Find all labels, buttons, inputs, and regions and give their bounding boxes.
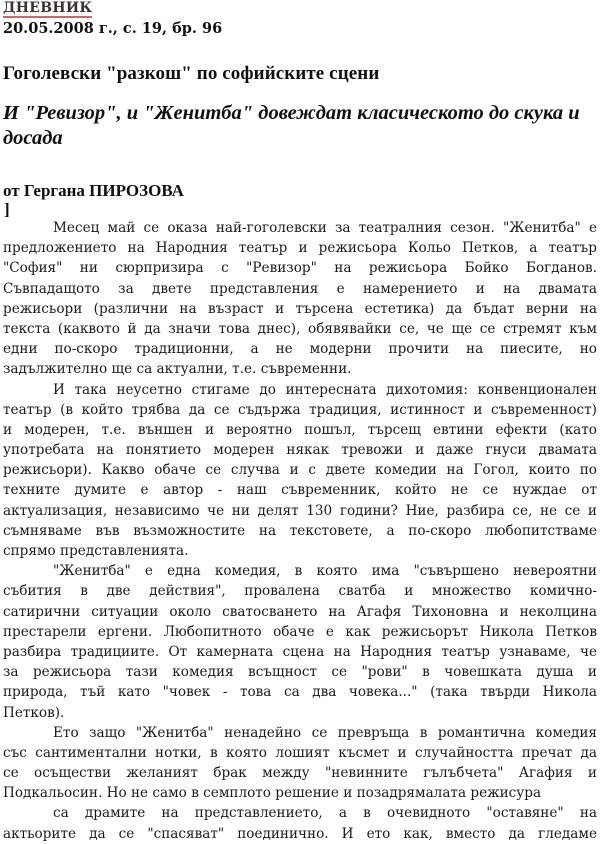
body-text-line: "София" ни сюрпризира с "Ревизор" на режисьора Бойко Богданов.	[3, 260, 597, 277]
body-text-line: и модерен, т.е. външен и вероятно пошъл, търсещ евтини ефекти (като	[3, 421, 597, 438]
body-text-line: спрямо представленията.	[3, 543, 189, 559]
body-text-line: разбира традициите. От камерната сцена на Народния театър узнаваме, че	[3, 643, 597, 660]
body-text-line: Петков).	[3, 704, 65, 721]
article-headline: Гоголевски "разкош" по софийските сцени	[3, 63, 380, 84]
body-text-line: режисьори). Какво обаче се случва и с двете комедии на Гогол, които по	[3, 462, 597, 479]
body-text-line: за режисьора тази комедия всъщност се "рови" в човешката душа и	[3, 664, 597, 681]
body-text-line: режисьори (различни на възраст и търсена естетика) да бъдат верни на	[3, 300, 597, 317]
body-text-line: са драмите на представлението, а в очевидното "оставяне" на	[53, 805, 597, 822]
body-text-line: театър (в който трябва да се съдържа традиция, истинност и съвременност)	[3, 401, 597, 418]
body-text-line: престарели ергени. Любопитното обаче е как режисьорът Никола Петков	[3, 623, 597, 640]
body-text-line: И така неусетно стигаме до интересната дихотомия: конвенционален	[53, 381, 597, 398]
body-text-line: задължително ще са актуални, т.е. съвременни.	[3, 361, 352, 378]
body-text-line: Съвпадащото за двете представления е намерението и на двамата	[3, 280, 597, 297]
body-text-line: се осъществи желаният брак между "невинните гълъбчета" Агафия и	[3, 765, 597, 782]
body-text-line: актьорите да се "спасяват" поединично. И ето как, вместо да гледаме	[3, 825, 597, 842]
body-text-line: Месец май се оказа най-гоголевски за театралния сезон. "Женитба" е	[53, 220, 597, 236]
body-text-line: техните думите е автор - наш съвременник, който не се нуждае от	[3, 482, 597, 499]
body-text-line: сатирични ситуации около сватосването на Агафя Тихоновна и неколцина	[3, 603, 597, 620]
body-text-line: предложението на Народния театър и режисьора Кольо Петков, а театър	[3, 240, 597, 257]
publication-dateline: 20.05.2008 г., с. 19, бр. 96	[3, 20, 223, 37]
source-publication-link[interactable]: ДНЕВНИК	[3, 0, 93, 16]
body-text-line: Подкальосин. Но не само в семплото решение и позадрямалата режисура	[3, 785, 542, 802]
article-byline: от Гергана ПИРОЗОВА	[3, 181, 184, 200]
body-text-line: природа, тъй като "човек - това са два човека..." (така твърди Никола	[3, 684, 597, 701]
body-text-line: текста (каквото й да значи това днес), обявявайки се, че ще се стремят към	[3, 320, 597, 337]
body-text-line: съмняваме във възможностите на текстовете, а по-скоро любопитстваме	[3, 522, 597, 539]
body-text-line: Ето защо "Женитба" ненадейно се превръща в романтична комедия	[53, 724, 597, 741]
body-text-line: събития в две действия", провалена сватба и множество комично-	[3, 583, 597, 600]
body-text-line: употребата на понятието модерен някак тревожи и даже гнуси двамата	[3, 442, 597, 459]
body-text-line: "Женитба" е една комедия, в която има "съвършено невероятни	[53, 563, 597, 580]
body-text-line: със сантиментални нотки, в която лошият късмет и случайността пречат да	[3, 744, 597, 761]
article-body	[3, 218, 597, 844]
body-text-line: актуализация, независимо че ни делят 130 години? Ние, разбира се, не се и	[3, 502, 597, 519]
bracket-mark: ]	[4, 200, 10, 219]
body-text-line: едни по-скоро традиционни, а не модерни прочити на пиесите, но	[3, 341, 597, 358]
article-subheadline: И "Ревизор", и "Женитба" довеждат класическото до скука и досада	[3, 102, 580, 149]
